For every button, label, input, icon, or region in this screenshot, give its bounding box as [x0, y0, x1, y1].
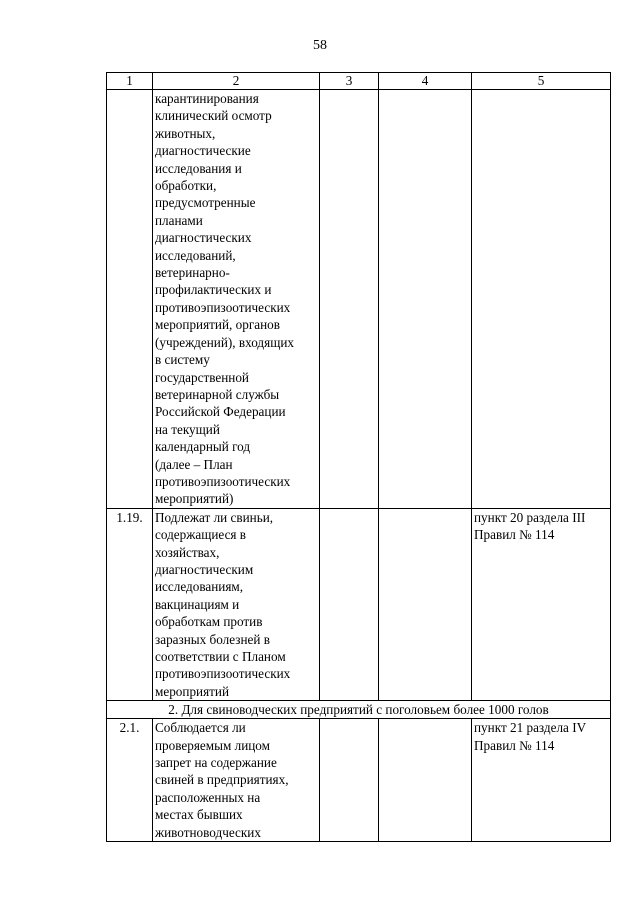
reference-line: пункт 20 раздела III — [474, 509, 586, 525]
header-col-4: 4 — [379, 73, 472, 90]
col-4-cell — [379, 508, 472, 700]
requirement-text — [153, 90, 320, 509]
requirement-line: расположенных на — [155, 789, 261, 805]
requirement-line: животных, — [155, 125, 216, 141]
item-number — [107, 90, 153, 509]
section-heading: 2. Для свиноводческих предприятий с поголовьем более 1000 голов — [107, 701, 611, 719]
requirement-line: предусмотренные — [155, 195, 256, 211]
requirement-line: животноводческих — [155, 824, 261, 840]
header-col-3: 3 — [320, 73, 379, 90]
requirement-line: планами — [155, 212, 203, 228]
col-4-cell — [379, 90, 472, 509]
requirement-line: исследований, — [155, 247, 236, 263]
requirement-text — [153, 508, 320, 700]
requirement-line: исследованиям, — [155, 579, 244, 595]
requirement-line: мероприятий, органов — [155, 317, 280, 333]
col-3-cell — [320, 508, 379, 700]
requirement-line: календарный год — [155, 439, 251, 455]
header-col-1: 1 — [107, 73, 153, 90]
reference-line: пункт 21 раздела IV — [474, 720, 587, 736]
requirement-line: в систему — [155, 352, 210, 368]
table-row — [107, 90, 611, 509]
requirement-line: ветеринарно- — [155, 265, 230, 281]
requirement-line: соответствии с Планом — [155, 649, 286, 664]
requirement-line: профилактических и — [155, 282, 272, 298]
requirement-line: клинический осмотр — [155, 108, 272, 124]
header-col-5: 5 — [472, 73, 611, 90]
legal-reference — [472, 508, 611, 700]
requirement-line: государственной — [155, 369, 249, 385]
requirement-line: мероприятий) — [155, 491, 234, 507]
table-row — [107, 719, 611, 842]
requirement-line: обработки, — [155, 178, 217, 194]
header-row — [107, 73, 611, 90]
requirement-line: (учреждений), входящих — [155, 334, 295, 350]
requirement-line: Подлежат ли свиньи, — [155, 509, 274, 525]
legal-reference — [472, 90, 611, 509]
requirement-line: хозяйствах, — [155, 544, 220, 560]
requirement-line: диагностические — [155, 143, 251, 159]
requirement-line: свиней в предприятиях, — [155, 772, 289, 788]
header-col-2: 2 — [153, 73, 320, 90]
requirement-line: Соблюдается ли — [155, 720, 246, 736]
requirement-line: диагностическим — [155, 561, 254, 577]
requirement-line: противоэпизоотических — [155, 473, 291, 489]
col-4-cell — [379, 719, 472, 842]
requirement-line: мероприятий — [155, 683, 230, 699]
requirement-line: ветеринарной службы — [155, 386, 280, 402]
page-number: 58 — [313, 38, 327, 53]
legal-reference — [472, 719, 611, 842]
item-number: 2.1. — [107, 719, 153, 842]
requirement-line: противоэпизоотических — [155, 666, 291, 682]
requirement-line: (далее – План — [155, 456, 233, 472]
requirement-line: проверяемым лицом — [155, 737, 270, 753]
table-row — [107, 508, 611, 700]
requirement-line: заразных болезней в — [155, 631, 270, 647]
requirement-line: карантинирования — [155, 91, 259, 106]
reference-line: Правил № 114 — [474, 737, 555, 753]
requirement-line: Российской Федерации — [155, 404, 286, 420]
reference-line: Правил № 114 — [474, 527, 555, 543]
requirement-line: на текущий — [155, 421, 220, 437]
col-3-cell — [320, 90, 379, 509]
requirement-line: вакцинациям и — [155, 596, 240, 612]
requirement-line: обработкам против — [155, 614, 263, 630]
requirement-line: противоэпизоотических — [155, 299, 291, 315]
requirement-line: исследования и — [155, 160, 242, 176]
requirement-line: содержащиеся в — [155, 527, 247, 543]
checklist-table — [106, 72, 611, 842]
table-body — [107, 90, 611, 842]
requirement-line: диагностических — [155, 230, 252, 246]
requirement-line: местах бывших — [155, 807, 243, 823]
section-row — [107, 701, 611, 719]
item-number: 1.19. — [107, 508, 153, 700]
requirement-line: запрет на содержание — [155, 755, 277, 771]
requirement-text — [153, 719, 320, 842]
col-3-cell — [320, 719, 379, 842]
